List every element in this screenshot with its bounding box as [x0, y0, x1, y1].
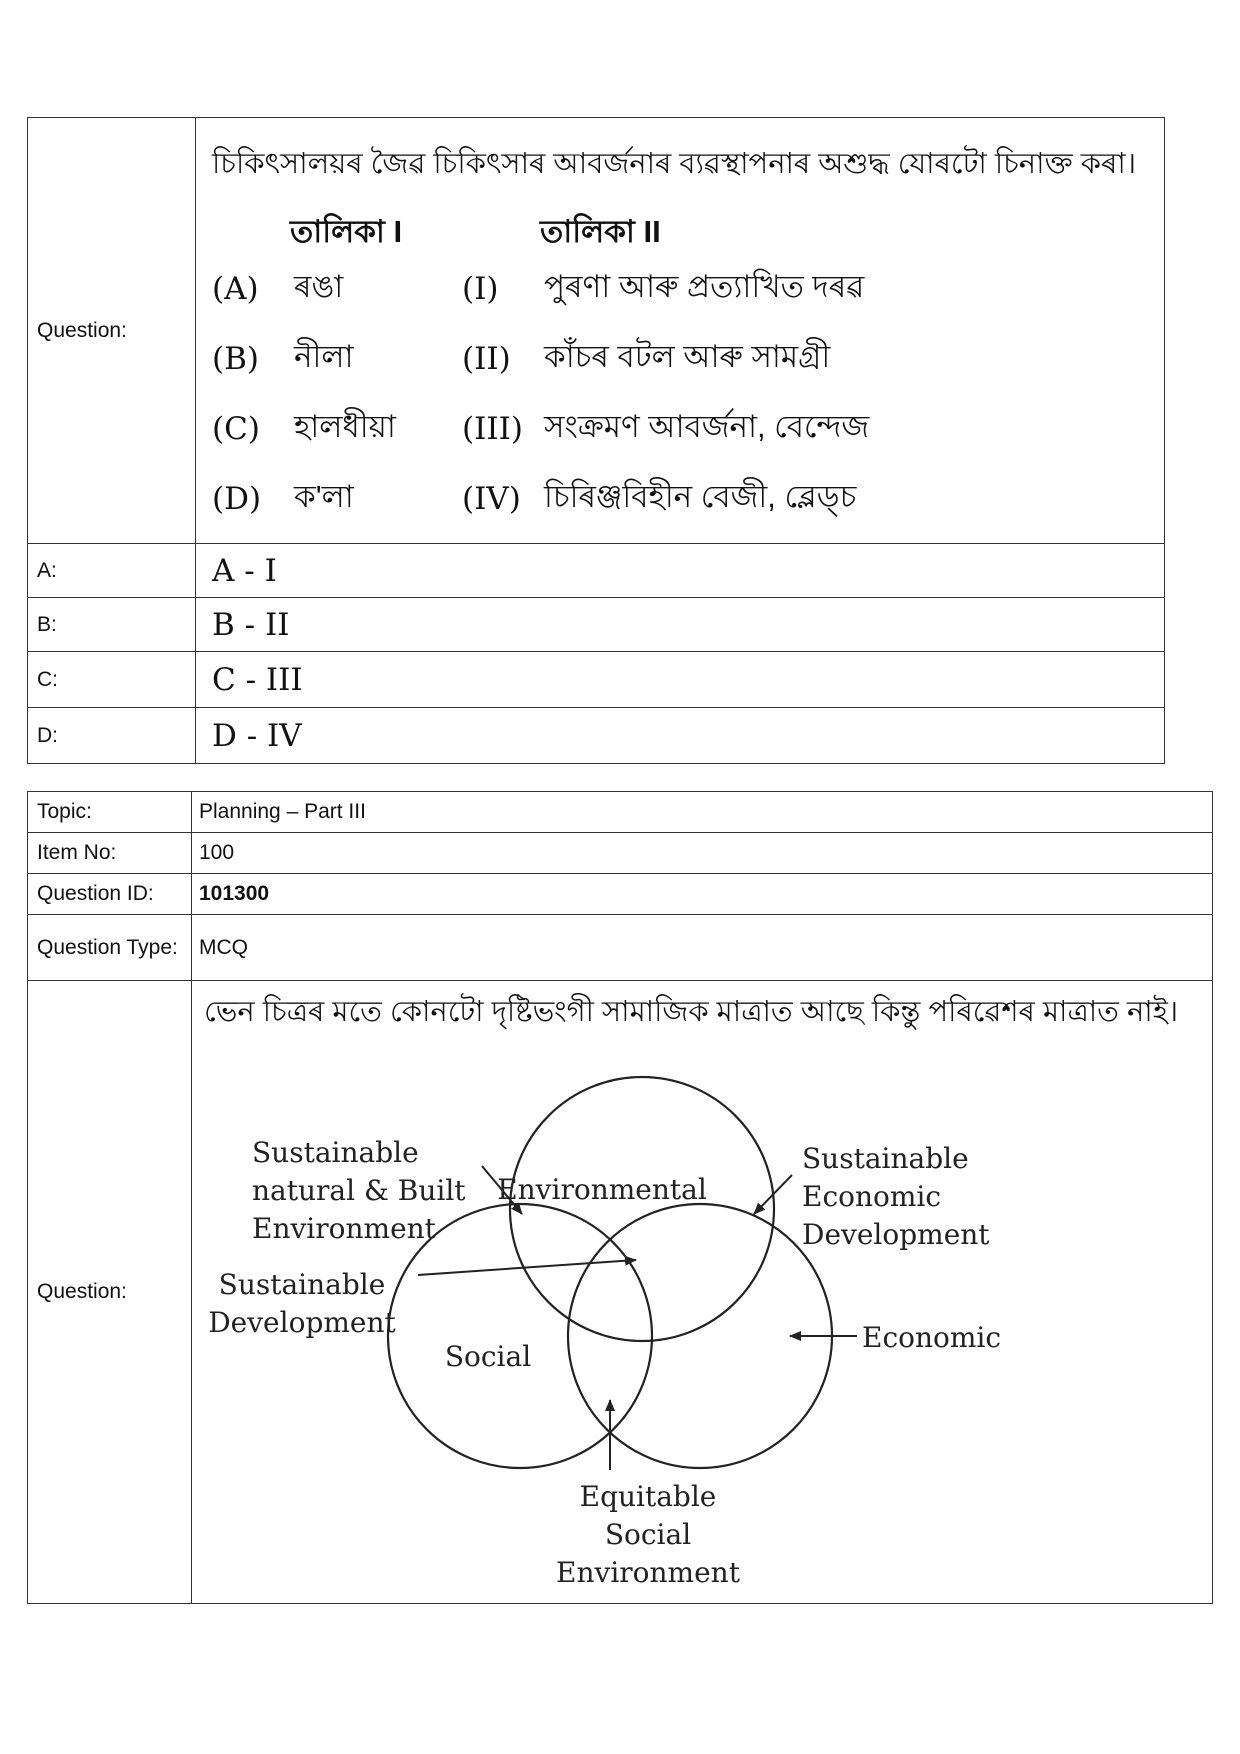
option-c-label: C:: [28, 652, 196, 708]
label-social: Social: [444, 1340, 532, 1373]
match-row: [196, 464, 1164, 534]
label-equitable-social-1: Equitable: [579, 1480, 717, 1513]
question-table-1: [27, 117, 1165, 764]
option-a-text: A - I: [196, 544, 1165, 598]
question-label: Question:: [28, 118, 196, 544]
row-item: হালধীয়া: [294, 409, 396, 444]
row-desc: চিৰিঞ্জবিহীন বেজী, ব্লেড্চ: [544, 479, 857, 514]
option-d-text: D - IV: [196, 708, 1165, 764]
match-row: [196, 324, 1164, 394]
row-desc: সংক্ৰমণ আবৰ্জনা, বেন্দেজ: [544, 409, 870, 444]
option-c-text: C - III: [196, 652, 1165, 708]
row-desc: কাঁচৰ বটল আৰু সামগ্ৰী: [544, 339, 831, 374]
row-num: (I): [462, 271, 499, 307]
list2-header: তালিকা II: [540, 214, 661, 249]
topic-label: Topic:: [28, 792, 192, 833]
row-num: (III): [462, 411, 523, 447]
row-item: ৰঙা: [294, 269, 344, 304]
row-desc: পুৰণা আৰু প্ৰত্যাখিত দৰৱ: [544, 269, 865, 304]
label-sustainable-economic-1: Sustainable: [802, 1142, 969, 1175]
question-title: ভেন চিত্ৰৰ মতে কোনটো দৃষ্টিভংগী সামাজিক মাত্ৰাত আছে কিন্তু পৰিৱেশৰ মাত্ৰাত নাই।: [204, 996, 1179, 1028]
label-sustainable-economic-3: Development: [802, 1218, 990, 1251]
label-sustainable-development-1: Sustainable: [218, 1268, 386, 1301]
row-item: ক'লা: [294, 479, 354, 514]
question-id-value: 101300: [192, 874, 1213, 915]
label-equitable-social-3: Environment: [556, 1556, 740, 1589]
list1-header: তালিকা I: [290, 214, 403, 249]
label-sustainable-economic-2: Economic: [802, 1180, 942, 1213]
label-sustainable-natural-built-1: Sustainable: [252, 1136, 419, 1169]
question-type-value: MCQ: [192, 915, 1213, 981]
venn-diagram: [192, 1038, 1212, 1598]
topic-value: Planning – Part III: [192, 792, 1213, 833]
row-key: (C): [212, 411, 260, 447]
question-content: [196, 118, 1165, 544]
option-d-label: D:: [28, 708, 196, 764]
question-type-label: Question Type:: [28, 915, 192, 981]
row-num: (II): [462, 341, 511, 377]
list-headers: [196, 208, 1164, 254]
question-table-2: [27, 791, 1213, 1604]
option-a-label: A:: [28, 544, 196, 598]
row-key: (B): [212, 341, 259, 377]
row-num: (IV): [462, 481, 521, 517]
label-equitable-social-2: Social: [604, 1518, 692, 1551]
match-row: [196, 254, 1164, 324]
label-sustainable-natural-built-3: Environment: [252, 1212, 436, 1245]
label-sustainable-natural-built-2: natural & Built: [252, 1174, 466, 1207]
item-no-value: 100: [192, 833, 1213, 874]
question-content: [192, 981, 1213, 1604]
label-environmental: Environmental: [497, 1173, 707, 1206]
question-id-label: Question ID:: [28, 874, 192, 915]
item-no-label: Item No:: [28, 833, 192, 874]
row-item: নীলা: [294, 339, 354, 374]
question-title: চিকিৎসালয়ৰ জৈৱ চিকিৎসাৰ আবৰ্জনাৰ ব্যৱস্থাপনাৰ অশুদ্ধ যোৰটো চিনাক্ত কৰা।: [212, 148, 1137, 180]
question-label: Question:: [28, 981, 192, 1604]
label-sustainable-development-2: Development: [208, 1306, 396, 1339]
option-b-label: B:: [28, 598, 196, 652]
option-b-text: B - II: [196, 598, 1165, 652]
label-economic: Economic: [862, 1321, 1002, 1354]
row-key: (D): [212, 481, 262, 517]
row-key: (A): [212, 271, 259, 307]
match-row: [196, 394, 1164, 464]
